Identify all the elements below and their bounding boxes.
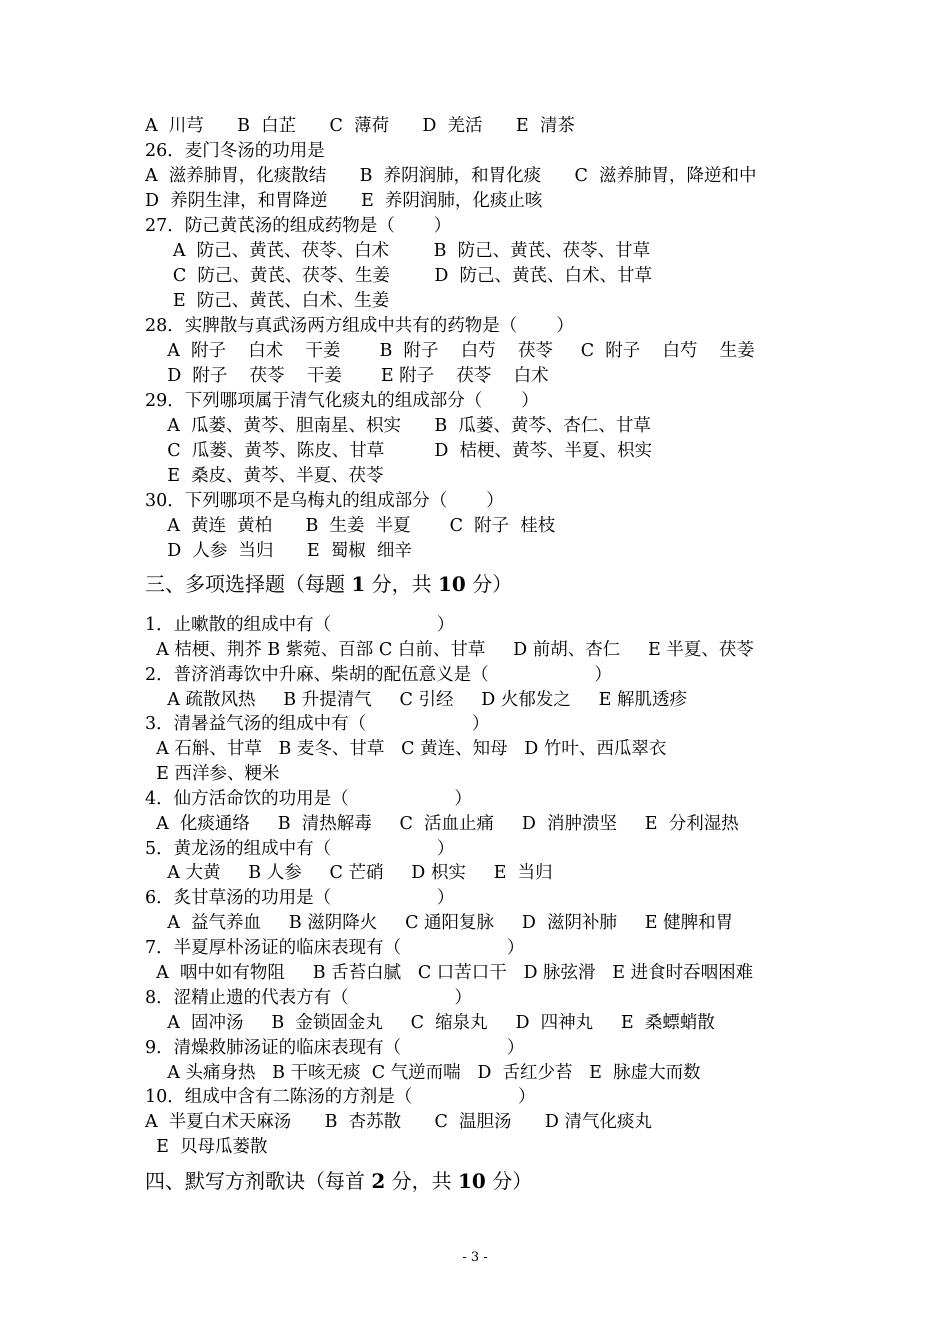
text-line: A 化痰通络 B 清热解毒 C 活血止痛 D 消肿溃坚 E 分利湿热 [145, 814, 739, 834]
text-line: C 防己、黄芪、茯苓、生姜 D 防己、黄芪、白术、甘草 [145, 266, 652, 286]
text-line: A 半夏白术天麻汤 B 杏苏散 C 温胆汤 D 清气化痰丸 [145, 1112, 652, 1132]
text-line: A 疏散风热 B 升提清气 C 引经 D 火郁发之 E 解肌透疹 [145, 690, 688, 710]
question-m6: 6．炙甘草汤的功用是（ ） [145, 888, 455, 908]
question-m8: 8．涩精止遗的代表方有（ ） [145, 988, 472, 1008]
text-line: A 咽中如有物阻 B 舌苔白腻 C 口苦口干 D 脉弦滑 E 进食时吞咽困难 [145, 963, 754, 983]
question-m7: 7．半夏厚朴汤证的临床表现有（ ） [145, 938, 525, 958]
section-heading-multiple-choice: 三、多项选择题（每题 1 分，共 10 分） [145, 572, 513, 596]
text-line: A 石斛、甘草 B 麦冬、甘草 C 黄连、知母 D 竹叶、西瓜翠衣 [145, 739, 667, 759]
text-line: C 瓜蒌、黄芩、陈皮、甘草 D 桔梗、黄芩、半夏、枳实 [145, 441, 652, 461]
question-27: 27．防己黄芪汤的组成药物是（ ） [145, 216, 452, 236]
text-line: E 贝母瓜蒌散 [145, 1137, 268, 1157]
question-28: 28．实脾散与真武汤两方组成中共有的药物是（ ） [145, 316, 574, 336]
text-line: E 防己、黄芪、白术、生姜 [145, 291, 390, 311]
question-m9: 9．清燥救肺汤证的临床表现有（ ） [145, 1038, 525, 1058]
section-heading-recitation: 四、默写方剂歌诀（每首 2 分，共 10 分） [145, 1169, 533, 1193]
question-30: 30．下列哪项不是乌梅丸的组成部分（ ） [145, 491, 504, 511]
text-line: A 瓜蒌、黄芩、胆南星、枳实 B 瓜蒌、黄芩、杏仁、甘草 [145, 416, 651, 436]
text-line: A 头痛身热 B 干咳无痰 C 气逆而喘 D 舌红少苔 E 脉虚大而数 [145, 1063, 701, 1083]
text-line: D 养阴生津，和胃降逆 E 养阴润肺，化痰止咳 [145, 191, 543, 211]
text-line: A 黄连 黄柏 B 生姜 半夏 C 附子 桂枝 [145, 516, 556, 536]
question-m5: 5．黄龙汤的组成中有（ ） [145, 839, 455, 859]
question-26: 26．麦门冬汤的功用是 [145, 141, 325, 161]
text-line: A 附子 白术 干姜 B 附子 白芍 茯苓 C 附子 白芍 生姜 [145, 341, 755, 361]
text-line: E 桑皮、黄芩、半夏、茯苓 [145, 466, 384, 486]
text-line: A 大黄 B 人参 C 芒硝 D 枳实 E 当归 [145, 863, 553, 883]
text-line: A 益气养血 B 滋阴降火 C 通阳复脉 D 滋阴补肺 E 健脾和胃 [145, 913, 734, 933]
text-line: A 固冲汤 B 金锁固金丸 C 缩泉丸 D 四神丸 E 桑螵蛸散 [145, 1013, 715, 1033]
text-line: A 防己、黄芪、茯苓、白术 B 防己、黄芪、茯苓、甘草 [145, 241, 651, 261]
text-line: E 西洋参、粳米 [145, 764, 280, 784]
text-line: D 人参 当归 E 蜀椒 细辛 [145, 541, 412, 561]
question-29: 29．下列哪项属于清气化痰丸的组成部分（ ） [145, 391, 539, 411]
question-m10: 10．组成中含有二陈汤的方剂是（ ） [145, 1087, 536, 1107]
text-line: A 川芎 B 白芷 C 薄荷 D 羌活 E 清茶 [145, 116, 575, 136]
page-number: - 3 - [462, 1250, 488, 1265]
question-m1: 1．止嗽散的组成中有（ ） [145, 615, 455, 635]
question-m3: 3．清暑益气汤的组成中有（ ） [145, 714, 490, 734]
question-m2: 2．普济消毒饮中升麻、柴胡的配伍意义是（ ） [145, 665, 612, 685]
question-m4: 4．仙方活命饮的功用是（ ） [145, 789, 472, 809]
text-line: A 滋养肺胃，化痰散结 B 养阴润肺，和胃化痰 C 滋养肺胃，降逆和中 [145, 166, 757, 186]
text-line: D 附子 茯苓 干姜 E 附子 茯苓 白术 [145, 366, 549, 386]
text-line: A 桔梗、荆芥 B 紫菀、百部 C 白前、甘草 D 前胡、杏仁 E 半夏、茯苓 [145, 640, 754, 660]
